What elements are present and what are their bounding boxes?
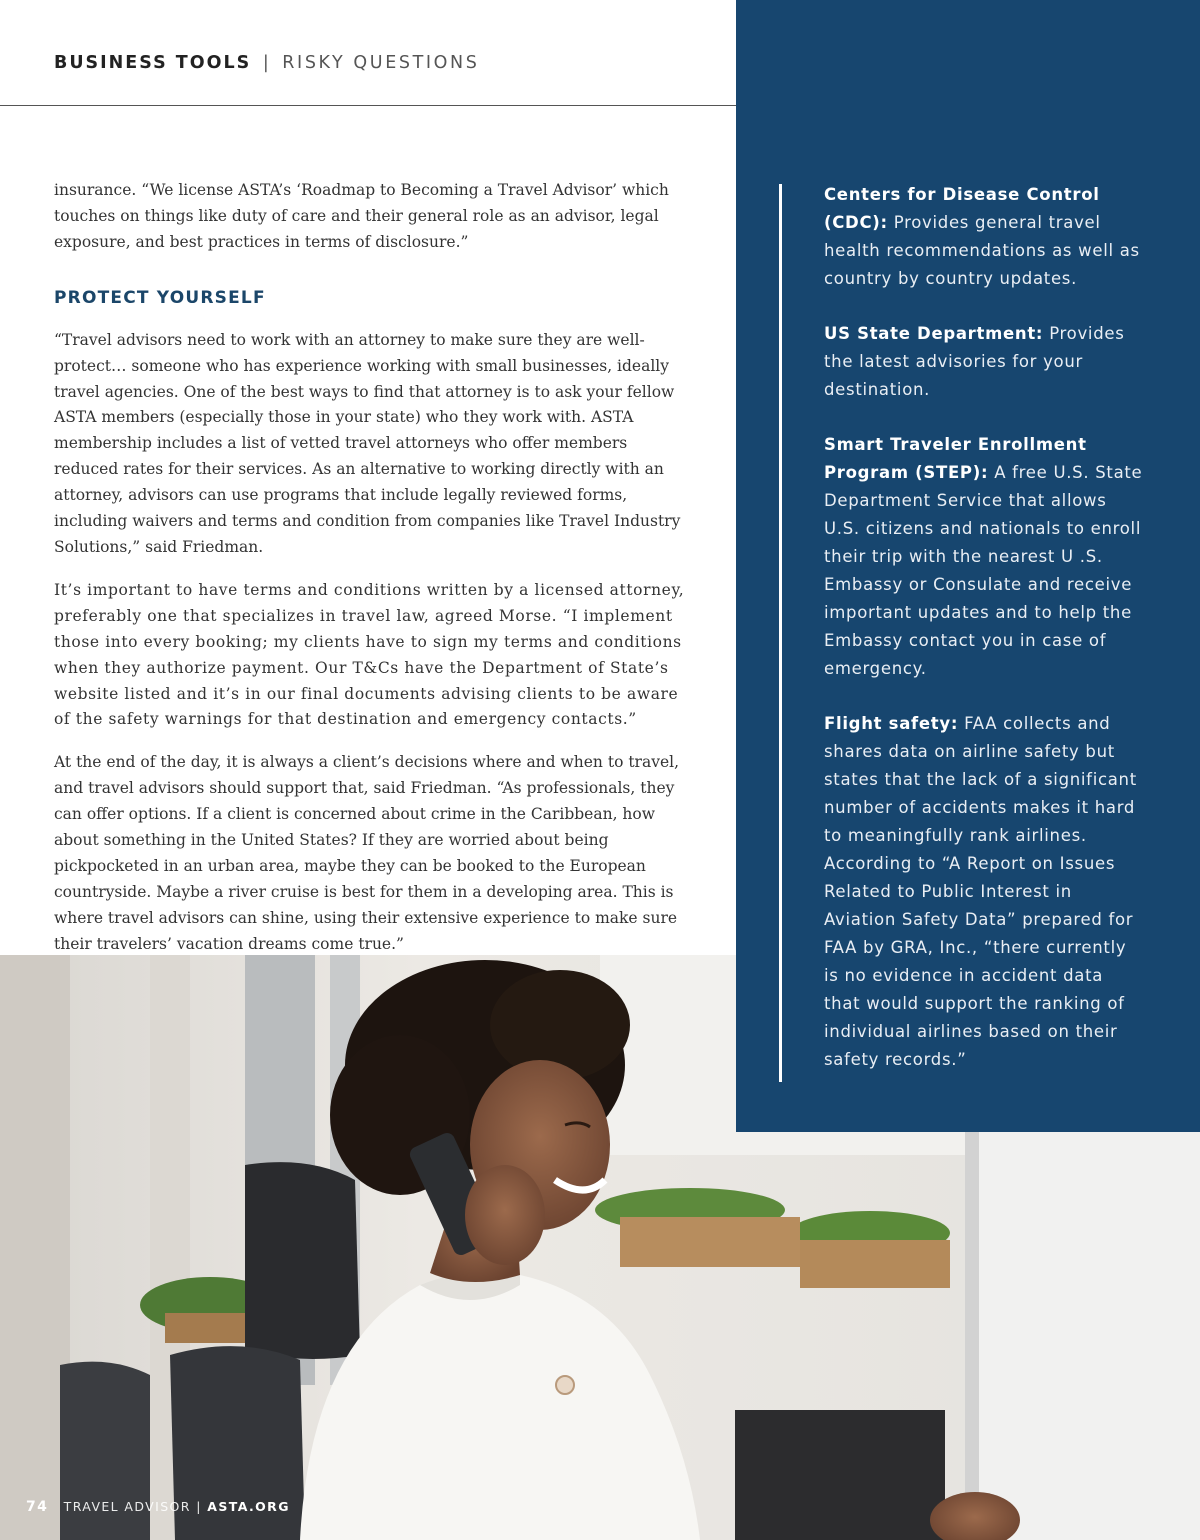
- page-number: 74: [26, 1499, 49, 1515]
- page-footer: [26, 1499, 290, 1515]
- sidebar-item: [824, 431, 1144, 683]
- sidebar-item-title: Smart Traveler Enrollment Program (STEP):: [824, 435, 1087, 482]
- sidebar-divider: [779, 184, 782, 1082]
- publication-name: TRAVEL ADVISOR: [63, 1499, 191, 1514]
- sidebar-item: [824, 320, 1144, 404]
- intro-paragraph: insurance. “We license ASTA’s ‘Roadmap to Becoming a Travel Advisor’ which touches on things like duty of care and their general role as an advisor, legal exposure, and best practices in terms of disclosure.”: [54, 181, 669, 251]
- section-heading: PROTECT YOURSELF: [54, 287, 266, 308]
- sidebar-item-body: Provides the latest advisories for your destination.: [824, 324, 1125, 399]
- sidebar-item-body: FAA collects and shares data on airline safety but states that the lack of a significant number of accidents makes it hard to meaningfully rank airlines. According to “A Report on Issues Related to Public Interest in Aviation Safety Data” prepared for FAA by GRA, Inc., “there currently is no evidence in accident data that would support the ranking of individual airlines based on their safety records.”: [824, 714, 1137, 1069]
- sidebar-item-body: Provides general travel health recommendations as well as country by country updates.: [824, 213, 1140, 288]
- paragraph-attorney: “Travel advisors need to work with an attorney to make sure they are well-protect… someone who has experience working with small businesses, ideally travel agencies. One of the best ways to find that attorney is to ask your fellow ASTA members (especially those in your state) who they work with. ASTA membership includes a list of vetted travel attorneys who offer members reduced rates for their services. As an alternative to working directly with an attorney, advisors can use programs that include legally reviewed forms, including waivers and terms and condition from companies like Travel Industry Solutions,” said Friedman.: [54, 330, 681, 556]
- paragraph-client-decisions: At the end of the day, it is always a client’s decisions where and when to travel, and travel advisors should support that, said Friedman. “As professionals, they can offer options. If a client is concerned about crime in the Caribbean, how about something in the United States? If they are worried about being pickpocketed in an urban area, maybe they can be booked to the European countryside. Maybe a river cruise is best for them in a developing area. This is where travel advisors can shine, using their extensive experience to make sure their travelers’ vacation dreams come true.”: [54, 753, 680, 953]
- article-body: [54, 178, 694, 975]
- header-separator: |: [262, 53, 271, 73]
- section-subtitle: RISKY QUESTIONS: [282, 53, 480, 73]
- sidebar-item-title: Flight safety:: [824, 714, 959, 733]
- sidebar-item: [824, 710, 1144, 1074]
- header-divider: [0, 105, 736, 106]
- footer-separator: |: [196, 1499, 202, 1514]
- site-url: ASTA.ORG: [207, 1499, 290, 1514]
- sidebar-item-body: A free U.S. State Department Service that allows U.S. citizens and nationals to enroll their trip with the nearest U .S. Embassy or Consulate and receive important updates and to help the Embassy contact you in case of emergency.: [824, 463, 1143, 678]
- sidebar-resources: [824, 181, 1144, 1101]
- sidebar-item-title: Centers for Disease Control (CDC):: [824, 185, 1100, 232]
- section-title: BUSINESS TOOLS: [54, 53, 252, 73]
- sidebar-item-title: US State Department:: [824, 324, 1044, 343]
- running-header: [54, 53, 479, 73]
- paragraph-terms: It’s important to have terms and conditions written by a licensed attorney, preferably one that specializes in travel law, agreed Morse. “I implement those into every booking; my clients have to sign my terms and conditions when they authorize payment. Our T&Cs have the Department of State’s website listed and it’s in our final documents advising clients to be aware of the safety warnings for that destination and emergency contacts.”: [54, 580, 685, 729]
- sidebar-item: [824, 181, 1144, 293]
